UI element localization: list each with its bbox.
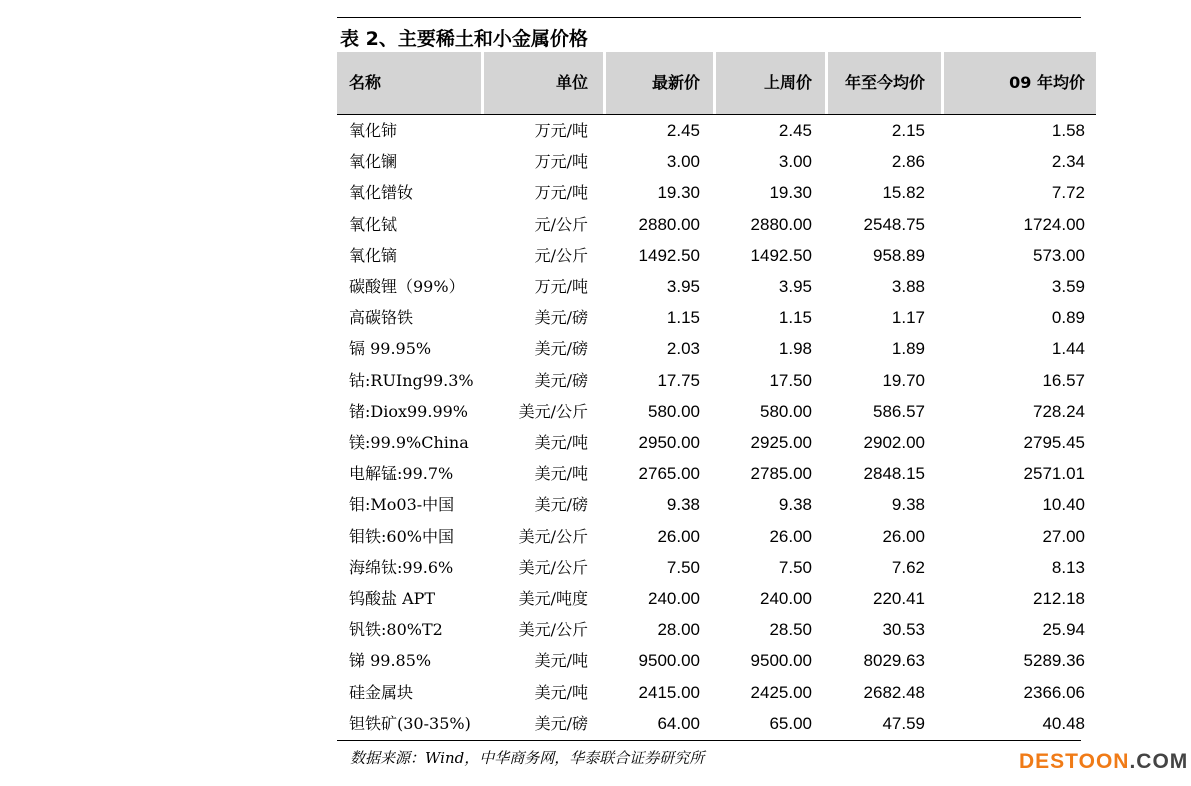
cell-ytd-average: 7.62: [891, 557, 925, 577]
cell-ytd-average: 1.17: [891, 308, 925, 328]
cell-ytd-average: 9.38: [891, 495, 925, 515]
cell-unit: 美元/吨: [534, 433, 588, 452]
cell-last-week-price: 240.00: [760, 589, 812, 608]
cell-unit: 美元/公斤: [518, 526, 588, 546]
cell-name: 氧化镨钕: [349, 183, 414, 203]
cell-ytd-average: 2.15: [891, 121, 925, 140]
cell-ytd-average: 19.70: [882, 370, 925, 390]
header-ytd-average: 年至今均价: [844, 73, 925, 92]
cell-latest-price: 240.00: [648, 589, 700, 608]
cell-ytd-average: 30.53: [882, 620, 925, 640]
cell-unit: 美元/吨: [534, 682, 588, 702]
cell-unit: 万元/吨: [534, 277, 588, 296]
cell-latest-price: 2765.00: [638, 464, 700, 484]
cell-2009-average: 1724.00: [1023, 214, 1085, 234]
cell-name: 氧化铈: [349, 121, 398, 140]
cell-last-week-price: 3.00: [778, 152, 812, 172]
cell-name: 海绵钛:99.6%: [349, 557, 454, 577]
cell-2009-average: 2571.01: [1023, 464, 1085, 484]
cell-latest-price: 3.95: [666, 277, 700, 296]
cell-name: 硅金属块: [349, 682, 414, 702]
cell-name: 镉 99.95%: [349, 339, 432, 359]
watermark-logo: [1019, 750, 1188, 774]
cell-latest-price: 9500.00: [638, 651, 700, 671]
cell-2009-average: 2366.06: [1023, 682, 1085, 702]
cell-2009-average: 27.00: [1042, 526, 1085, 546]
cell-last-week-price: 2880.00: [750, 214, 812, 234]
cell-last-week-price: 1492.50: [750, 245, 812, 265]
cell-name: 氧化镝: [349, 245, 398, 265]
cell-unit: 美元/磅: [534, 713, 588, 733]
cell-name: 钴:RUIng99.3%: [349, 370, 474, 390]
cell-last-week-price: 2.45: [778, 121, 812, 140]
cell-2009-average: 212.18: [1033, 589, 1085, 608]
cell-last-week-price: 28.50: [769, 620, 812, 640]
cell-last-week-price: 2425.00: [750, 682, 812, 702]
cell-2009-average: 16.57: [1042, 370, 1085, 390]
header-name: 名称: [349, 73, 382, 92]
cell-last-week-price: 19.30: [769, 183, 812, 203]
cell-2009-average: 1.58: [1051, 121, 1085, 140]
cell-name: 高碳铬铁: [349, 308, 414, 328]
cell-latest-price: 7.50: [666, 557, 700, 577]
cell-last-week-price: 7.50: [778, 557, 812, 577]
cell-latest-price: 64.00: [657, 713, 700, 733]
cell-ytd-average: 220.41: [873, 589, 925, 608]
cell-2009-average: 40.48: [1042, 713, 1085, 733]
cell-name: 锑 99.85%: [349, 651, 432, 671]
cell-latest-price: 1.15: [666, 308, 700, 328]
top-rule: [337, 17, 1081, 18]
cell-name: 电解锰:99.7%: [349, 464, 454, 484]
cell-last-week-price: 65.00: [769, 713, 812, 733]
cell-2009-average: 573.00: [1033, 245, 1085, 265]
source-note: 数据来源：Wind，中华商务网，华泰联合证券研究所: [350, 749, 705, 767]
cell-ytd-average: 2548.75: [863, 214, 925, 234]
cell-name: 氧化铽: [349, 214, 398, 234]
cell-2009-average: 3.59: [1051, 277, 1085, 296]
cell-2009-average: 0.89: [1051, 308, 1085, 328]
cell-last-week-price: 1.15: [778, 308, 812, 328]
cell-2009-average: 8.13: [1051, 557, 1085, 577]
cell-name: 钼:Mo03-中国: [349, 495, 455, 515]
cell-ytd-average: 2682.48: [863, 682, 925, 702]
cell-latest-price: 1492.50: [638, 245, 700, 265]
cell-unit: 美元/磅: [534, 495, 588, 515]
cell-latest-price: 17.75: [657, 370, 700, 390]
cell-name: 氧化镧: [349, 152, 398, 172]
cell-ytd-average: 2.86: [891, 152, 925, 172]
cell-unit: 美元/公斤: [518, 620, 588, 640]
cell-unit: 美元/吨度: [518, 589, 588, 608]
watermark-suffix: .COM: [1129, 750, 1189, 773]
cell-latest-price: 19.30: [657, 183, 700, 203]
cell-last-week-price: 9500.00: [750, 651, 812, 671]
cell-last-week-price: 17.50: [769, 370, 812, 390]
table-header: [337, 52, 1096, 114]
cell-ytd-average: 1.89: [891, 339, 925, 359]
cell-name: 碳酸锂（99%）: [349, 277, 465, 296]
cell-ytd-average: 2902.00: [863, 433, 925, 452]
cell-unit: 万元/吨: [534, 183, 588, 203]
cell-last-week-price: 580.00: [760, 401, 812, 421]
cell-latest-price: 2415.00: [638, 682, 700, 702]
cell-ytd-average: 586.57: [873, 401, 925, 421]
cell-unit: 美元/吨: [534, 464, 588, 484]
cell-last-week-price: 26.00: [769, 526, 812, 546]
cell-2009-average: 1.44: [1051, 339, 1085, 359]
header-last-week-price: 上周价: [763, 73, 812, 92]
header-separator: [713, 52, 716, 114]
cell-last-week-price: 1.98: [778, 339, 812, 359]
cell-ytd-average: 958.89: [873, 245, 925, 265]
cell-latest-price: 2950.00: [638, 433, 700, 452]
cell-name: 钒铁:80%T2: [349, 620, 443, 640]
cell-name: 镁:99.9%China: [349, 433, 469, 452]
cell-latest-price: 2.45: [666, 121, 700, 140]
cell-name: 锗:Diox99.99%: [349, 401, 469, 421]
cell-ytd-average: 26.00: [882, 526, 925, 546]
cell-ytd-average: 47.59: [882, 713, 925, 733]
cell-name: 钨酸盐 APT: [349, 589, 436, 608]
cell-latest-price: 9.38: [666, 495, 700, 515]
cell-unit: 美元/吨: [534, 651, 588, 671]
cell-latest-price: 580.00: [648, 401, 700, 421]
cell-latest-price: 28.00: [657, 620, 700, 640]
cell-unit: 美元/磅: [534, 308, 588, 328]
header-separator: [603, 52, 606, 114]
cell-ytd-average: 15.82: [882, 183, 925, 203]
cell-unit: 万元/吨: [534, 152, 588, 172]
header-2009-average: 09 年均价: [1009, 73, 1085, 92]
cell-unit: 美元/公斤: [518, 557, 588, 577]
cell-unit: 美元/磅: [534, 339, 588, 359]
cell-last-week-price: 2785.00: [750, 464, 812, 484]
cell-latest-price: 2880.00: [638, 214, 700, 234]
cell-2009-average: 25.94: [1042, 620, 1085, 640]
cell-ytd-average: 8029.63: [863, 651, 925, 671]
header-rule: [337, 114, 1096, 115]
cell-unit: 元/公斤: [534, 245, 588, 265]
cell-unit: 美元/磅: [534, 370, 588, 390]
watermark-brand: DESTOON: [1019, 750, 1130, 773]
table-title: 表 2、主要稀土和小金属价格: [340, 28, 588, 50]
cell-ytd-average: 2848.15: [863, 464, 925, 484]
cell-2009-average: 5289.36: [1023, 651, 1085, 671]
cell-ytd-average: 3.88: [891, 277, 925, 296]
cell-unit: 美元/公斤: [518, 401, 588, 421]
cell-last-week-price: 2925.00: [750, 433, 812, 452]
cell-name: 钽铁矿(30-35%): [349, 713, 471, 733]
header-unit: 单位: [555, 73, 588, 92]
cell-latest-price: 3.00: [666, 152, 700, 172]
cell-2009-average: 2.34: [1051, 152, 1085, 172]
header-latest-price: 最新价: [651, 73, 700, 92]
cell-2009-average: 2795.45: [1023, 433, 1085, 452]
cell-name: 钼铁:60%中国: [349, 526, 454, 546]
cell-unit: 万元/吨: [534, 121, 588, 140]
cell-latest-price: 2.03: [666, 339, 700, 359]
cell-last-week-price: 9.38: [778, 495, 812, 515]
cell-last-week-price: 3.95: [778, 277, 812, 296]
cell-unit: 元/公斤: [534, 214, 588, 234]
cell-2009-average: 728.24: [1033, 401, 1085, 421]
cell-2009-average: 7.72: [1051, 183, 1085, 203]
bottom-rule: [337, 740, 1081, 741]
header-separator: [825, 52, 828, 114]
header-separator: [941, 52, 944, 114]
header-separator: [481, 52, 484, 114]
cell-2009-average: 10.40: [1042, 495, 1085, 515]
cell-latest-price: 26.00: [657, 526, 700, 546]
